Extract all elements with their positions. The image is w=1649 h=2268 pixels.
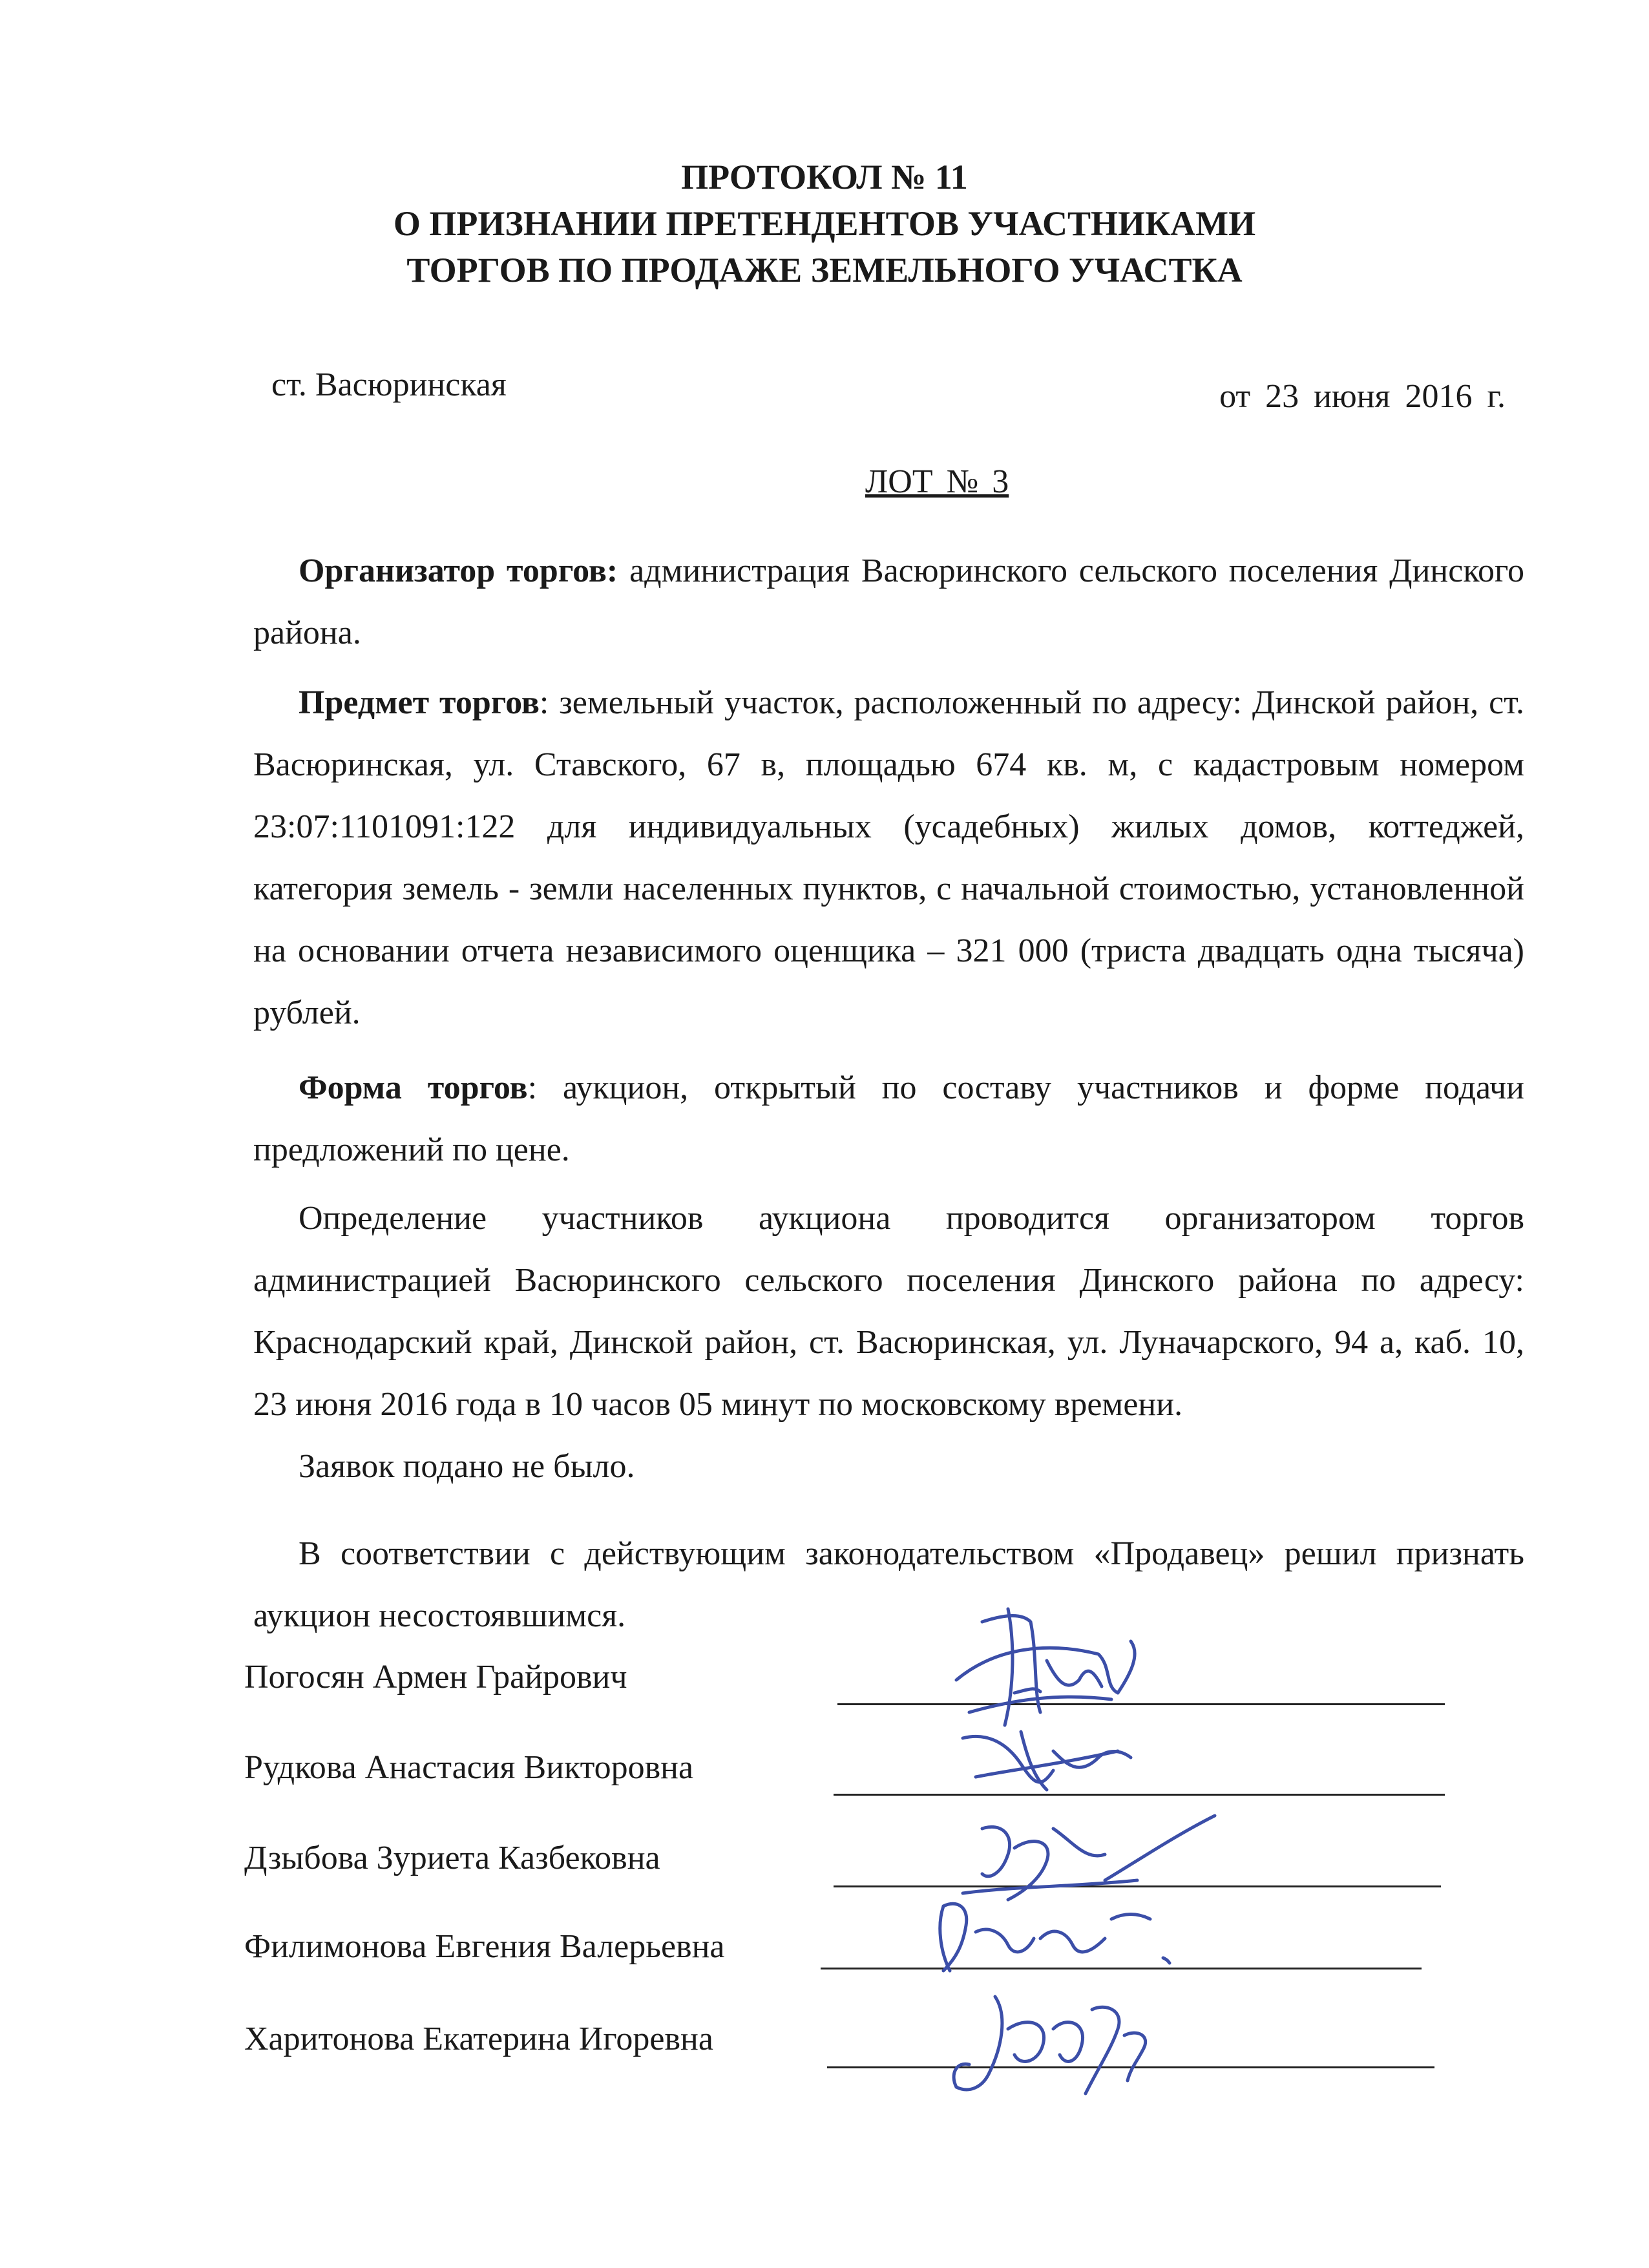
no-applications-paragraph bbox=[253, 1436, 1524, 1498]
lot-number: ЛОТ № 3 bbox=[865, 463, 1009, 500]
signatory-name: Филимонова Евгения Валерьевна bbox=[244, 1928, 725, 1965]
title-line-3: ТОРГОВ ПО ПРОДАЖЕ ЗЕМЕЛЬНОГО УЧАСТКА bbox=[406, 251, 1243, 289]
subject-label: Предмет торгов bbox=[299, 684, 540, 721]
signatory-name: Дзыбова Зуриета Казбековна bbox=[244, 1840, 660, 1876]
signatory-name: Рудкова Анастасия Викторовна bbox=[244, 1749, 694, 1786]
definition-text: Определение участников аукциона проводится организатором торгов администрацией Васюринского сельского поселения Динского района по адресу: Краснодарский край, Динской район, ст. Васюринская, ул. Луначарского, 94 а, каб. 10, 23 июня 2016 года в 10 часов 05 минут по московскому времени. bbox=[253, 1200, 1524, 1423]
subject-text: : земельный участок, расположенный по адресу: Динской район, ст. Васюринская, ул. Ставского, 67 в, площадью 674 кв. м, с кадастровым номером 23:07:1101091:122 для индивидуальных (усадебных) жилых домов, коттеджей, категория земель - земли населенных пунктов, с начальной стоимостью, установленной на основании отчета независимого оценщика – 321 000 (триста двадцать одна тысяча) рублей. bbox=[253, 684, 1524, 1031]
signature-2 bbox=[950, 1712, 1144, 1809]
form-paragraph bbox=[253, 1057, 1524, 1181]
title-line-1: ПРОТОКОЛ № 11 bbox=[681, 158, 968, 196]
decision-paragraph bbox=[253, 1523, 1524, 1647]
no-applications-text: Заявок подано не было. bbox=[299, 1448, 635, 1485]
signatory-name: Харитонова Екатерина Игоревна bbox=[244, 2021, 713, 2057]
form-label: Форма торгов bbox=[299, 1069, 528, 1106]
document-title bbox=[0, 154, 1649, 293]
signature-4 bbox=[918, 1880, 1208, 1990]
date: от 23 июня 2016 г. bbox=[1219, 378, 1506, 415]
signature-5 bbox=[930, 1977, 1202, 2106]
organizer-text: администрация Васюринского сельского поселения Динского района. bbox=[253, 552, 1524, 651]
signatory-name: Погосян Армен Грайрович bbox=[244, 1659, 627, 1696]
form-text: : аукцион, открытый по составу участников и форме подачи предложений по цене. bbox=[253, 1069, 1524, 1168]
title-line-2: О ПРИЗНАНИИ ПРЕТЕНДЕНТОВ УЧАСТНИКАМИ bbox=[393, 204, 1256, 243]
decision-text: В соответствии с действующим законодательством «Продавец» решил признать аукцион несостоявшимся. bbox=[253, 1535, 1524, 1634]
definition-paragraph bbox=[253, 1188, 1524, 1436]
organizer-label: Организатор торгов: bbox=[299, 552, 618, 589]
subject-paragraph bbox=[253, 672, 1524, 1044]
organizer-paragraph bbox=[253, 540, 1524, 664]
place: ст. Васюринская bbox=[271, 366, 507, 403]
